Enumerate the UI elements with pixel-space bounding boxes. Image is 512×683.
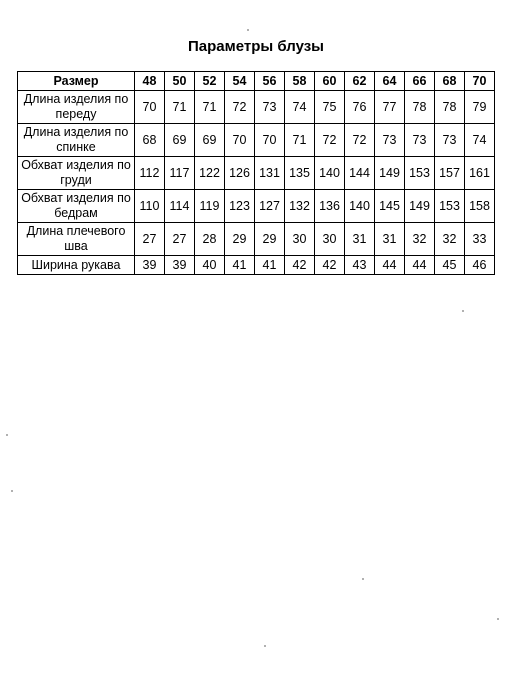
- size-header: 60: [315, 72, 345, 91]
- size-header: 70: [465, 72, 495, 91]
- table-cell: 78: [435, 91, 465, 124]
- table-cell: 44: [405, 256, 435, 275]
- row-label: Обхват изделия по груди: [18, 157, 135, 190]
- size-header: 62: [345, 72, 375, 91]
- table-cell: 145: [375, 190, 405, 223]
- header-label: Размер: [18, 72, 135, 91]
- table-cell: 78: [405, 91, 435, 124]
- table-cell: 153: [435, 190, 465, 223]
- table-cell: 157: [435, 157, 465, 190]
- table-cell: 140: [315, 157, 345, 190]
- table-cell: 79: [465, 91, 495, 124]
- table-cell: 153: [405, 157, 435, 190]
- table-cell: 73: [405, 124, 435, 157]
- table-row: [18, 124, 495, 157]
- table-cell: 39: [135, 256, 165, 275]
- size-header: 64: [375, 72, 405, 91]
- size-header: 68: [435, 72, 465, 91]
- table-cell: 41: [225, 256, 255, 275]
- table-cell: 70: [225, 124, 255, 157]
- table-row: [18, 256, 495, 275]
- table-cell: 140: [345, 190, 375, 223]
- table-cell: 39: [165, 256, 195, 275]
- table-cell: 127: [255, 190, 285, 223]
- size-header: 48: [135, 72, 165, 91]
- table-cell: 69: [165, 124, 195, 157]
- scan-speck: [362, 578, 364, 580]
- table-cell: 76: [345, 91, 375, 124]
- size-header: 58: [285, 72, 315, 91]
- scan-speck: [497, 618, 499, 620]
- table-cell: 44: [375, 256, 405, 275]
- table-cell: 72: [315, 124, 345, 157]
- table-cell: 28: [195, 223, 225, 256]
- table-row: [18, 157, 495, 190]
- size-header: 54: [225, 72, 255, 91]
- table-cell: 149: [375, 157, 405, 190]
- table-cell: 27: [165, 223, 195, 256]
- size-header: 50: [165, 72, 195, 91]
- size-header: 52: [195, 72, 225, 91]
- table-cell: 40: [195, 256, 225, 275]
- table-cell: 110: [135, 190, 165, 223]
- table-cell: 72: [225, 91, 255, 124]
- row-label: Длина плечевого шва: [18, 223, 135, 256]
- table-cell: 77: [375, 91, 405, 124]
- table-cell: 29: [225, 223, 255, 256]
- table-cell: 73: [375, 124, 405, 157]
- table-cell: 131: [255, 157, 285, 190]
- table-row: [18, 190, 495, 223]
- table-cell: 33: [465, 223, 495, 256]
- table-cell: 74: [285, 91, 315, 124]
- scan-speck: [11, 490, 13, 492]
- table-cell: 70: [135, 91, 165, 124]
- table-cell: 144: [345, 157, 375, 190]
- row-label: Ширина рукава: [18, 256, 135, 275]
- table-cell: 119: [195, 190, 225, 223]
- size-header: 56: [255, 72, 285, 91]
- table-cell: 122: [195, 157, 225, 190]
- table-cell: 114: [165, 190, 195, 223]
- row-label: Длина изделия по спинке: [18, 124, 135, 157]
- table-cell: 75: [315, 91, 345, 124]
- row-label: Обхват изделия по бедрам: [18, 190, 135, 223]
- table-cell: 112: [135, 157, 165, 190]
- scan-speck: [462, 310, 464, 312]
- table-cell: 117: [165, 157, 195, 190]
- table-cell: 41: [255, 256, 285, 275]
- table-cell: 161: [465, 157, 495, 190]
- table-row: [18, 91, 495, 124]
- table-cell: 30: [285, 223, 315, 256]
- table-cell: 135: [285, 157, 315, 190]
- table-cell: 31: [375, 223, 405, 256]
- table-row: [18, 223, 495, 256]
- table-cell: 158: [465, 190, 495, 223]
- table-cell: 71: [195, 91, 225, 124]
- table-cell: 27: [135, 223, 165, 256]
- scan-speck: [247, 29, 249, 31]
- table-cell: 69: [195, 124, 225, 157]
- table-cell: 42: [315, 256, 345, 275]
- table-cell: 32: [405, 223, 435, 256]
- table-cell: 74: [465, 124, 495, 157]
- table-cell: 42: [285, 256, 315, 275]
- table-cell: 71: [165, 91, 195, 124]
- table-cell: 73: [435, 124, 465, 157]
- table-cell: 73: [255, 91, 285, 124]
- table-cell: 132: [285, 190, 315, 223]
- size-table: [17, 71, 495, 275]
- size-header: 66: [405, 72, 435, 91]
- table-cell: 43: [345, 256, 375, 275]
- table-cell: 136: [315, 190, 345, 223]
- scan-speck: [264, 645, 266, 647]
- table-cell: 29: [255, 223, 285, 256]
- table-cell: 30: [315, 223, 345, 256]
- table-cell: 45: [435, 256, 465, 275]
- table-cell: 126: [225, 157, 255, 190]
- table-header-row: [18, 72, 495, 91]
- page-title: Параметры блузы: [188, 38, 324, 55]
- table-cell: 71: [285, 124, 315, 157]
- table-cell: 70: [255, 124, 285, 157]
- table-cell: 68: [135, 124, 165, 157]
- table-cell: 149: [405, 190, 435, 223]
- table-cell: 123: [225, 190, 255, 223]
- row-label: Длина изделия по переду: [18, 91, 135, 124]
- scan-speck: [6, 434, 8, 436]
- table-cell: 72: [345, 124, 375, 157]
- table-cell: 46: [465, 256, 495, 275]
- table-cell: 31: [345, 223, 375, 256]
- table-cell: 32: [435, 223, 465, 256]
